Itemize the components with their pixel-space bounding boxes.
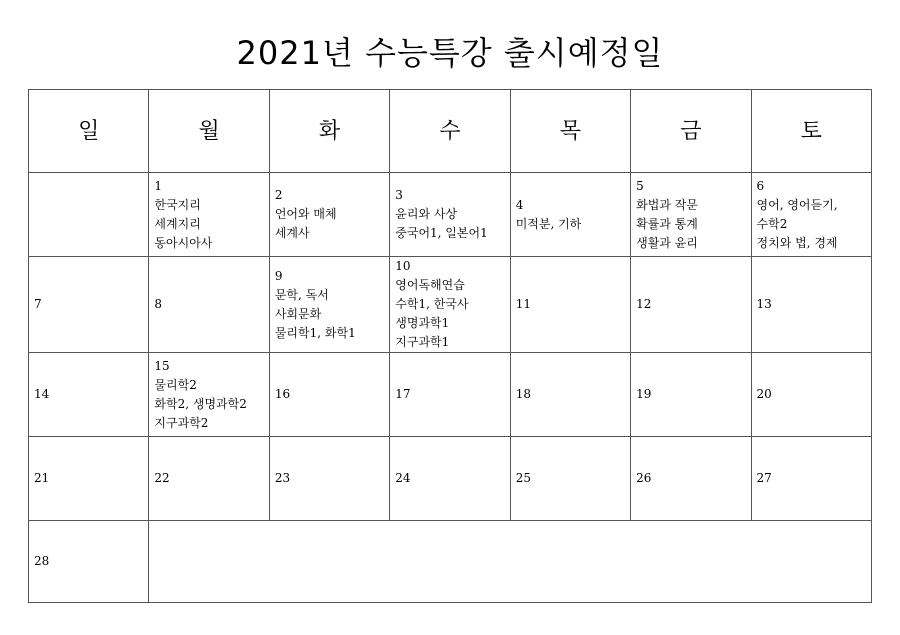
release-subject: 수학1, 한국사 [395, 297, 469, 311]
day-number: 26 [636, 471, 652, 485]
calendar-day-cell [390, 437, 510, 521]
calendar-day-cell [390, 173, 510, 257]
day-number: 20 [756, 387, 772, 401]
release-subject: 확률과 통계 [636, 216, 698, 231]
release-subject: 한국지리 [154, 197, 201, 212]
release-subject: 지구과학1 [395, 335, 450, 349]
release-subject: 문학, 독서 [274, 287, 329, 302]
day-number: 6 [756, 178, 765, 193]
release-subject: 생활과 윤리 [636, 235, 698, 250]
day-number: 25 [515, 471, 531, 485]
day-number: 28 [34, 554, 50, 568]
release-subject: 사회문화 [274, 306, 322, 321]
calendar-day-cell [29, 353, 149, 437]
calendar-day-cell [149, 353, 269, 437]
calendar-day-cell [510, 257, 630, 353]
day-number: 27 [756, 471, 772, 485]
week-row [29, 353, 872, 437]
calendar-day-cell [269, 257, 389, 353]
weekday-thu: 목 [510, 90, 630, 173]
day-number: 21 [34, 471, 50, 485]
release-subject: 지구과학2 [154, 415, 209, 430]
calendar-day-cell [29, 437, 149, 521]
day-number: 4 [515, 197, 524, 212]
calendar-day-cell [751, 353, 871, 437]
release-subject: 정치와 법, 경제 [756, 235, 838, 250]
day-number: 8 [154, 297, 163, 311]
weekday-fri: 금 [631, 90, 751, 173]
calendar-day-cell [631, 173, 751, 257]
day-number: 23 [274, 471, 291, 485]
calendar-day-cell [751, 173, 871, 257]
release-subject: 동아시아사 [154, 235, 213, 250]
calendar-day-cell [149, 257, 269, 353]
day-number: 18 [515, 387, 531, 401]
release-subject: 생명과학1 [395, 316, 450, 330]
calendar-day-cell [29, 173, 149, 257]
day-number: 14 [34, 387, 50, 401]
release-subject: 화법과 작문 [636, 197, 698, 212]
day-number: 1 [154, 178, 163, 193]
weekday-sat: 토 [751, 90, 871, 173]
calendar-day-cell [510, 173, 630, 257]
release-calendar [28, 89, 872, 603]
release-subject: 물리학1, 화학1 [274, 325, 356, 340]
release-subject: 미적분, 기하 [515, 216, 582, 231]
release-subject: 화학2, 생명과학2 [154, 396, 247, 411]
calendar-day-cell [510, 353, 630, 437]
day-number: 22 [154, 471, 170, 485]
calendar-day-cell [269, 173, 389, 257]
day-number: 11 [515, 297, 531, 311]
day-number: 13 [756, 297, 772, 311]
calendar-day-cell [751, 257, 871, 353]
page-title: 2021년 수능특강 출시예정일 [236, 34, 664, 72]
calendar-day-cell [510, 437, 630, 521]
weekday-mon: 월 [149, 90, 269, 173]
calendar-day-cell [29, 521, 149, 603]
release-subject: 세계지리 [154, 216, 201, 231]
day-number: 7 [34, 297, 42, 311]
release-subject: 물리학2 [154, 377, 197, 392]
weekday-tue: 화 [269, 90, 389, 173]
week-row [29, 521, 872, 603]
week-row [29, 173, 872, 257]
calendar-day-cell [29, 257, 149, 353]
day-number: 3 [395, 188, 403, 202]
day-number: 16 [274, 387, 291, 401]
day-number: 17 [395, 387, 411, 401]
weekday-wed: 수 [390, 90, 510, 173]
release-subject: 중국어1, 일본어1 [395, 226, 488, 240]
release-subject: 수학2 [756, 216, 788, 231]
weekday-sun: 일 [29, 90, 149, 173]
day-number: 12 [636, 297, 652, 311]
day-number: 9 [274, 268, 283, 283]
week-row [29, 437, 872, 521]
empty-merged-cell [149, 521, 872, 603]
release-subject: 언어와 매체 [274, 207, 337, 221]
release-subject: 윤리와 사상 [395, 207, 458, 221]
day-number: 2 [274, 188, 283, 202]
calendar-day-cell [390, 353, 510, 437]
day-number: 5 [636, 178, 644, 193]
calendar-day-cell [149, 437, 269, 521]
release-subject: 영어독해연습 [395, 278, 465, 292]
day-number: 19 [636, 387, 652, 401]
calendar-day-cell [269, 437, 389, 521]
release-subject: 영어, 영어듣기, [756, 197, 838, 212]
day-number: 10 [395, 259, 411, 273]
calendar-day-cell [390, 257, 510, 353]
week-row [29, 257, 872, 353]
day-number: 15 [154, 358, 170, 373]
calendar-day-cell [269, 353, 389, 437]
release-subject: 세계사 [274, 226, 310, 240]
calendar-day-cell [751, 437, 871, 521]
calendar-day-cell [631, 353, 751, 437]
weekday-header-row [29, 90, 872, 173]
calendar-day-cell [631, 437, 751, 521]
calendar-day-cell [149, 173, 269, 257]
calendar-day-cell [631, 257, 751, 353]
day-number: 24 [395, 471, 411, 485]
